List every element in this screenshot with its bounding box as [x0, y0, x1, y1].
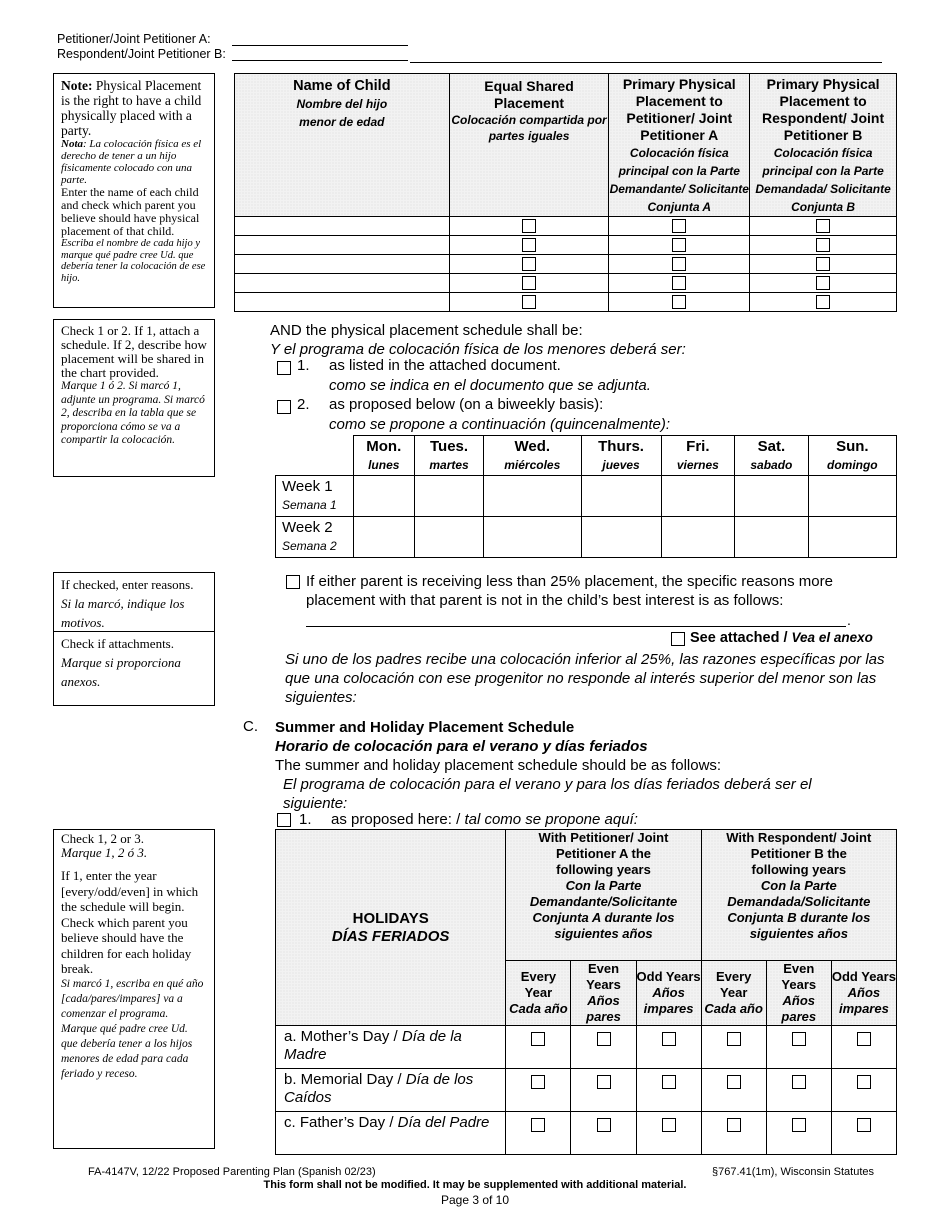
day-header: Sun. domingo — [808, 436, 896, 476]
primary-b-checkbox[interactable] — [816, 238, 830, 252]
holiday-year-cell — [701, 1112, 766, 1155]
reasons-sidebar-top — [54, 573, 214, 632]
primary-b-cell — [750, 236, 897, 255]
holiday-year-cell — [506, 1112, 571, 1155]
equal-shared-checkbox[interactable] — [522, 295, 536, 309]
header-block — [57, 32, 226, 62]
primary-a-checkbox[interactable] — [672, 276, 686, 290]
schedule-option-2-checkbox[interactable] — [277, 400, 291, 414]
holiday-year-checkbox[interactable] — [597, 1032, 611, 1046]
holiday-year-checkbox[interactable] — [857, 1032, 871, 1046]
equal-shared-checkbox[interactable] — [522, 219, 536, 233]
primary-b-checkbox[interactable] — [816, 295, 830, 309]
holiday-year-checkbox[interactable] — [792, 1075, 806, 1089]
schedule-sidebar — [53, 319, 215, 477]
respondent-name-field[interactable] — [232, 60, 408, 61]
primary-a-checkbox[interactable] — [672, 238, 686, 252]
biweekly-schedule-table — [275, 435, 897, 558]
equal-shared-checkbox[interactable] — [522, 257, 536, 271]
petitioner-a-header: With Petitioner/ Joint Petitioner A the following years Con la Parte Demandante/Solicitante Conjunta A durante los siguientes años — [506, 830, 701, 961]
holiday-year-cell — [636, 1112, 701, 1155]
week-label: Week 1 Semana 1 — [276, 476, 354, 517]
holiday-year-checkbox[interactable] — [662, 1075, 676, 1089]
year-type-header: Odd Years Años impares — [831, 961, 896, 1026]
holiday-year-cell — [701, 1026, 766, 1069]
child-row — [235, 217, 897, 236]
holiday-year-checkbox[interactable] — [531, 1032, 545, 1046]
holiday-label: c. Father’s Day / Día del Padre — [276, 1112, 506, 1155]
child-name-input[interactable] — [235, 293, 450, 312]
note-es-label: Nota — [61, 138, 83, 150]
equal-shared-cell — [449, 255, 609, 274]
col-name-of-child: Name of Child Nombre del hijo menor de edad — [235, 74, 450, 217]
reasons-text-en: If either parent is receiving less than 25% placement, the specific reasons more placement with that parent is not in the child’s best interest is as follows: — [306, 573, 833, 609]
primary-b-checkbox[interactable] — [816, 276, 830, 290]
child-name-input[interactable] — [235, 255, 450, 274]
holiday-year-checkbox[interactable] — [662, 1118, 676, 1132]
schedule-option-2-num: 2. — [297, 396, 310, 413]
holiday-year-cell — [831, 1112, 896, 1155]
holiday-year-cell — [636, 1026, 701, 1069]
holiday-year-checkbox[interactable] — [727, 1032, 741, 1046]
schedule-option-2-en: as proposed below (on a biweekly basis): — [329, 396, 604, 413]
see-attached-es: Vea el anexo — [791, 630, 873, 645]
holiday-option-1-label — [331, 811, 638, 828]
primary-b-cell — [750, 217, 897, 236]
note-bold: Note: — [61, 78, 93, 93]
schedule-cell-input[interactable] — [353, 517, 415, 558]
note-text-en: Physical Placement is the right to have a child physically placed with a party. — [61, 78, 202, 138]
day-header: Wed. miércoles — [484, 436, 582, 476]
schedule-cell-input[interactable] — [661, 476, 735, 517]
reasons-bottom-en: Check if attachments. — [61, 636, 174, 651]
year-type-header: Even Years Años pares — [571, 961, 636, 1026]
holiday-year-checkbox[interactable] — [792, 1118, 806, 1132]
holiday-year-checkbox[interactable] — [727, 1075, 741, 1089]
holiday-text-en: If 1, enter the year [every/odd/even] in which the schedule will begin. Check which parent you believe should have the children for each holiday break. — [61, 868, 199, 976]
equal-shared-cell — [449, 274, 609, 293]
reasons-top-en: If checked, enter reasons. — [61, 577, 194, 592]
reasons-top-es: Si la marcó, indique los motivos. — [61, 596, 185, 630]
holiday-year-cell — [701, 1069, 766, 1112]
holiday-label: a. Mother’s Day / Día de la Madre — [276, 1026, 506, 1069]
note-sidebar — [53, 73, 215, 308]
child-row — [235, 255, 897, 274]
holiday-option-1-en: as proposed here: / — [331, 811, 461, 828]
schedule-cell-input[interactable] — [735, 517, 809, 558]
primary-b-checkbox[interactable] — [816, 219, 830, 233]
child-placement-table — [234, 73, 897, 312]
schedule-sidebar-en: Check 1 or 2. If 1, attach a schedule. If 2, describe how placement will be shared in the chart provided. — [61, 323, 207, 380]
holiday-year-checkbox[interactable] — [597, 1118, 611, 1132]
section-c-intro-en: The summer and holiday placement schedule should be as follows: — [275, 757, 722, 774]
holiday-year-cell — [831, 1069, 896, 1112]
day-header: Sat. sabado — [735, 436, 809, 476]
holiday-year-checkbox[interactable] — [727, 1118, 741, 1132]
reasons-text-es: Si uno de los padres recibe una colocación inferior al 25%, las razones específicas por las que una colocación con ese progenitor no responde al interés superior del menor son las siguientes: — [285, 651, 885, 706]
schedule-cell-input[interactable] — [581, 517, 661, 558]
week-row — [276, 517, 897, 558]
see-attached-en: See attached / — [690, 630, 788, 646]
schedule-cell-input[interactable] — [484, 517, 582, 558]
primary-a-cell — [609, 274, 750, 293]
schedule-cell-input[interactable] — [415, 476, 484, 517]
primary-b-cell — [750, 274, 897, 293]
holiday-year-checkbox[interactable] — [662, 1032, 676, 1046]
primary-a-checkbox[interactable] — [672, 257, 686, 271]
schedule-cell-input[interactable] — [661, 517, 735, 558]
reasons-sidebar-bottom — [54, 632, 214, 693]
reasons-bottom-es: Marque si proporciona anexos. — [61, 655, 181, 689]
primary-a-cell — [609, 217, 750, 236]
reasons-input-line[interactable] — [306, 626, 846, 627]
day-header: Thurs. jueves — [581, 436, 661, 476]
header-rule — [410, 62, 882, 63]
schedule-cell-input[interactable] — [808, 476, 896, 517]
note-instr-es: Escriba el nombre de cada hijo y marque qué padre cree Ud. que debería tener la colocación de ese hijo. — [61, 238, 206, 284]
section-c-block — [275, 718, 875, 813]
holiday-row — [276, 1069, 897, 1112]
col-equal-shared: Equal Shared Placement Colocación compartida por partes iguales — [449, 74, 609, 217]
note-instr-en: Enter the name of each child and check which parent you believe should have physical placement of that child. — [61, 185, 200, 238]
holiday-year-checkbox[interactable] — [857, 1118, 871, 1132]
schedule-sidebar-es: Marque 1 ó 2. Si marcó 1, adjunte un programa. Si marcó 2, describa en la tabla que se proporciona cómo se va a compartir la colocación. — [61, 380, 205, 446]
day-header: Fri. viernes — [661, 436, 735, 476]
holiday-row — [276, 1026, 897, 1069]
holiday-year-cell — [571, 1069, 636, 1112]
equal-shared-checkbox[interactable] — [522, 276, 536, 290]
section-c-letter: C. — [243, 718, 258, 735]
schedule-option-2-es: como se propone a continuación (quincenalmente): — [329, 416, 671, 433]
holiday-year-cell — [766, 1026, 831, 1069]
holiday-year-cell — [831, 1026, 896, 1069]
year-type-header: Every Year Cada año — [506, 961, 571, 1026]
reasons-period: . — [847, 612, 851, 628]
holiday-row — [276, 1112, 897, 1155]
col-primary-b: Primary Physical Placement to Respondent/ Joint Petitioner B Colocación física principal con la Parte Demandada/ Solicitante Conjunta B — [750, 74, 897, 217]
footer-notice: This form shall not be modified. It may be supplemented with additional material. — [263, 1179, 687, 1191]
holiday-year-cell — [571, 1112, 636, 1155]
holiday-label: b. Memorial Day / Día de los Caídos — [276, 1069, 506, 1112]
holiday-sidebar — [53, 829, 215, 1149]
section-c-title-en: Summer and Holiday Placement Schedule — [275, 719, 575, 736]
holiday-year-cell — [571, 1026, 636, 1069]
see-attached-label — [690, 630, 873, 646]
schedule-cell-input[interactable] — [415, 517, 484, 558]
schedule-option-1-es: como se indica en el documento que se adjunta. — [329, 377, 651, 394]
equal-shared-cell — [449, 236, 609, 255]
child-name-input[interactable] — [235, 274, 450, 293]
note-text-es: : La colocación física es el derecho de tener a un hijo físicamente colocado con una parte. — [61, 138, 202, 186]
holiday-table — [275, 829, 897, 1155]
footer-statute: §767.41(1m), Wisconsin Statutes — [712, 1166, 875, 1178]
child-name-input[interactable] — [235, 217, 450, 236]
footer-page-number: Page 3 of 10 — [440, 1193, 510, 1207]
primary-a-cell — [609, 236, 750, 255]
schedule-cell-input[interactable] — [581, 476, 661, 517]
section-c-title-es: Horario de colocación para el verano y días feriados — [275, 738, 648, 755]
schedule-option-1-en: as listed in the attached document. — [329, 357, 561, 374]
schedule-option-1-checkbox[interactable] — [277, 361, 291, 375]
footer-form-id: FA-4147V, 12/22 Proposed Parenting Plan (Spanish 02/23) — [88, 1166, 376, 1178]
primary-a-cell — [609, 255, 750, 274]
holiday-option-1-num: 1. — [299, 811, 312, 828]
holiday-year-checkbox[interactable] — [857, 1075, 871, 1089]
equal-shared-cell — [449, 217, 609, 236]
primary-a-checkbox[interactable] — [672, 219, 686, 233]
holiday-option-1-checkbox[interactable] — [277, 813, 291, 827]
schedule-block — [270, 322, 686, 359]
child-row — [235, 293, 897, 312]
holiday-year-cell — [766, 1069, 831, 1112]
reasons-checkbox[interactable] — [286, 575, 300, 589]
week-row — [276, 476, 897, 517]
week-label: Week 2 Semana 2 — [276, 517, 354, 558]
equal-shared-cell — [449, 293, 609, 312]
primary-b-cell — [750, 255, 897, 274]
primary-b-cell — [750, 293, 897, 312]
equal-shared-checkbox[interactable] — [522, 238, 536, 252]
see-attached-checkbox[interactable] — [671, 632, 685, 646]
child-row — [235, 236, 897, 255]
schedule-intro-es: Y el programa de colocación física de los menores deberá ser: — [270, 340, 686, 358]
holiday-year-cell — [506, 1069, 571, 1112]
holiday-option-1-es: tal como se propone aquí: — [464, 811, 638, 828]
year-type-header: Even Years Años pares — [766, 961, 831, 1026]
holiday-year-cell — [506, 1026, 571, 1069]
reasons-sidebar — [53, 572, 215, 706]
primary-b-checkbox[interactable] — [816, 257, 830, 271]
day-header: Tues. martes — [415, 436, 484, 476]
holiday-line1-es: Marque 1, 2 ó 3. — [61, 845, 148, 860]
holiday-text-es: Si marcó 1, escriba en qué año [cada/pares/impares] va a comenzar el programa. Marque qué padre cree Ud. que debería tener a los hijos menores de edad para cada feriado y receso. — [61, 977, 204, 1080]
primary-a-cell — [609, 293, 750, 312]
section-c-intro-es: El programa de colocación para el verano y para los días feriados deberá ser el siguiente: — [283, 776, 812, 812]
petitioner-name-field[interactable] — [232, 45, 408, 46]
year-type-header: Every Year Cada año — [701, 961, 766, 1026]
holiday-year-checkbox[interactable] — [597, 1075, 611, 1089]
day-header: Mon. lunes — [353, 436, 415, 476]
holiday-year-cell — [766, 1112, 831, 1155]
col-primary-a: Primary Physical Placement to Petitioner/ Joint Petitioner A Colocación física principal con la Parte Demandante/ Solicitante Conjunta A — [609, 74, 750, 217]
respondent-label: Respondent/Joint Petitioner B: — [57, 47, 226, 61]
child-name-input[interactable] — [235, 236, 450, 255]
respondent-b-header: With Respondent/ Joint Petitioner B the following years Con la Parte Demandada/Solicitante Conjunta B durante los siguientes años — [701, 830, 896, 961]
schedule-cell-input[interactable] — [735, 476, 809, 517]
holiday-year-cell — [636, 1069, 701, 1112]
schedule-cell-input[interactable] — [353, 476, 415, 517]
year-type-header: Odd Years Años impares — [636, 961, 701, 1026]
holiday-year-checkbox[interactable] — [792, 1032, 806, 1046]
schedule-cell-input[interactable] — [808, 517, 896, 558]
schedule-cell-input[interactable] — [484, 476, 582, 517]
petitioner-label: Petitioner/Joint Petitioner A: — [57, 32, 211, 46]
holiday-year-checkbox[interactable] — [531, 1075, 545, 1089]
holiday-year-checkbox[interactable] — [531, 1118, 545, 1132]
holiday-line1-en: Check 1, 2 or 3. — [61, 831, 145, 846]
schedule-intro-en: AND the physical placement schedule shall be: — [270, 322, 583, 339]
schedule-option-1-num: 1. — [297, 357, 310, 374]
child-row — [235, 274, 897, 293]
week-corner — [276, 436, 354, 476]
primary-a-checkbox[interactable] — [672, 295, 686, 309]
holidays-header: HOLIDAYS DÍAS FERIADOS — [276, 830, 506, 1026]
